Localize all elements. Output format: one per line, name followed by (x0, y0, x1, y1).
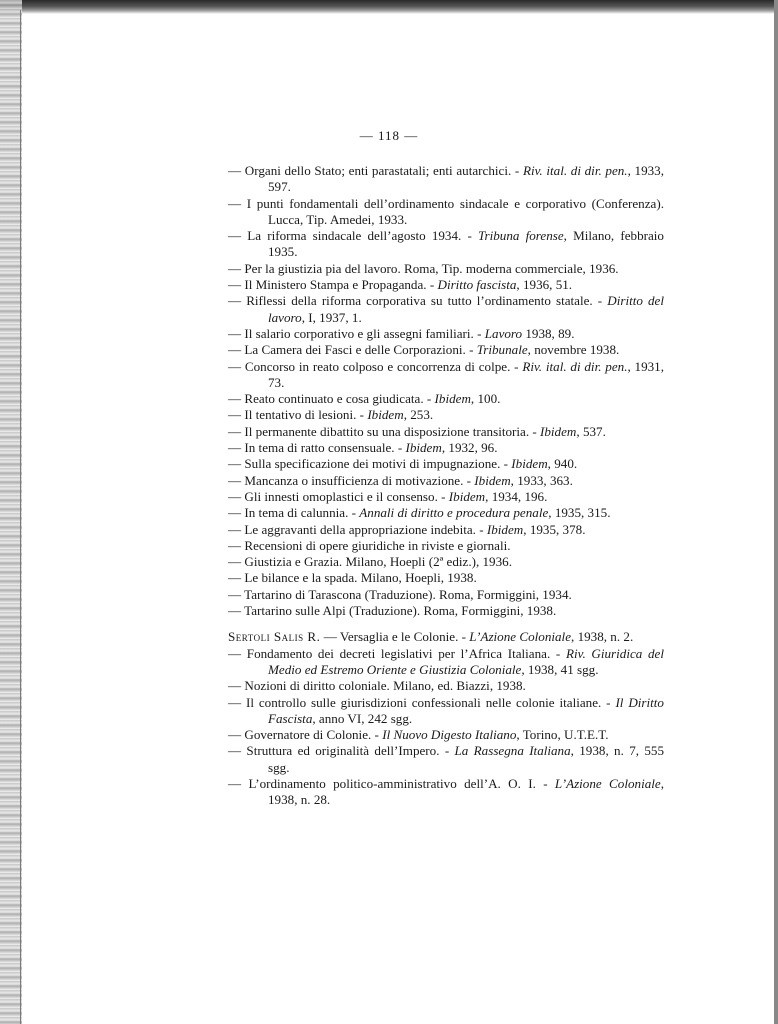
entry-details: , 940. (547, 456, 578, 472)
entry-source: Tribunale (476, 342, 528, 358)
bibliography-entry: — Il salario corporativo e gli assegni familiari. - Lavoro 1938, 89. (228, 325, 575, 341)
bibliography-entry: — Gli innesti omoplastici e il consenso. - Ibidem, 1934, 196. (228, 488, 548, 504)
entry-source: Il Diritto Fascista (268, 694, 664, 726)
entry-title: Il salario corporativo e gli assegni familiari. (244, 325, 474, 341)
entry-source: L’Azione Coloniale (469, 629, 572, 645)
scan-right-edge (774, 0, 778, 1024)
entry-details: 1938, 89. (522, 325, 575, 341)
entry-title: La Camera dei Fasci e delle Corporazioni. (244, 342, 466, 358)
entry-title: Per la giustizia pia del lavoro. Roma, Tip. moderna commerciale, 1936. (244, 260, 619, 276)
entry-details: , anno VI, 242 sgg. (312, 710, 413, 726)
entry-source: Diritto del lavoro (268, 293, 664, 325)
bibliography-entry: — Giustizia e Grazia. Milano, Hoepli (2ª ediz.), 1936. (228, 554, 512, 570)
entry-title: Versaglia e le Colonie. (339, 629, 459, 645)
bibliography-entry: — I punti fondamentali dell’ordinamento sindacale e corporativo (Conferenza). Lucca, Tip. Amedei, 1933. (228, 195, 664, 227)
entry-source: Ibidem (486, 521, 524, 537)
entry-details: , 1935, 378. (523, 521, 586, 537)
entry-title: Il controllo sulle giurisdizioni confessionali nelle colonie italiane. (245, 694, 602, 710)
entry-title: Giustizia e Grazia. Milano, Hoepli (2ª ediz.), 1936. (244, 554, 512, 570)
entry-details: , 1932, 96. (441, 440, 498, 456)
bibliography-block-2 (228, 629, 664, 808)
entry-details: , I, 1937, 1. (301, 309, 362, 325)
bibliography-entry: — Nozioni di diritto coloniale. Milano, ed. Biazzi, 1938. (228, 678, 526, 694)
entry-source: Tribuna forense (477, 228, 564, 244)
bibliography-entry: — Fondamento dei decreti legislativi per l’Africa Italiana. - Riv. Giuridica del Medio ed Estremo Oriente e Giustizia Coloniale, 1938, 41 sgg. (228, 645, 664, 677)
bibliography-entry: — In tema di calunnia. - Annali di diritto e procedura penale, 1935, 315. (228, 505, 611, 521)
entry-source: Ibidem (540, 423, 577, 439)
entry-title: Fondamento dei decreti legislativi per l’Africa Italiana. (246, 645, 551, 661)
entry-title: Gli innesti omoplastici e il consenso. (244, 488, 438, 504)
entry-source: Ibidem (474, 472, 511, 488)
entry-details: , 1935, 315. (548, 505, 611, 521)
entry-details: , novembre 1938. (527, 342, 620, 358)
entry-details: , 1936, 51. (516, 277, 573, 293)
entry-title: Tartarino sulle Alpi (Traduzione). Roma, Formiggini, 1938. (244, 603, 557, 619)
bibliography-entry: — Recensioni di opere giuridiche in riviste e giornali. (228, 537, 511, 553)
scan-left-edge (0, 0, 22, 1024)
entry-details: , 1931, 73. (268, 358, 665, 390)
entry-source: Ibidem (367, 407, 404, 423)
entry-source: Ibidem (511, 456, 548, 472)
bibliography-entry: — La riforma sindacale dell’agosto 1934. - Tribuna forense, Milano, febbraio 1935. (228, 228, 664, 260)
entry-title: In tema di ratto consensuale. (244, 440, 395, 456)
entry-details: , 1938, 41 sgg. (521, 661, 599, 677)
entry-title: Organi dello Stato; enti parastatali; enti autarchici. (244, 163, 512, 178)
bibliography-block-1 (228, 163, 664, 619)
bibliography-entry: — Struttura ed originalità dell’Impero. - La Rassegna Italiana, 1938, n. 7, 555 sgg. (228, 743, 664, 775)
entry-title: Governatore di Colonie. (244, 727, 372, 743)
entry-title: Il tentativo di lesioni. (244, 407, 357, 423)
bibliography-entry: — Organi dello Stato; enti parastatali; enti autarchici. - Riv. ital. di dir. pen., 1933, 597. (228, 163, 664, 195)
entry-details: , 1938, n. 7, 555 sgg. (268, 743, 664, 775)
bibliography-entry: — Il controllo sulle giurisdizioni confessionali nelle colonie italiane. - Il Diritto Fascista, anno VI, 242 sgg. (228, 694, 664, 726)
entry-title: Le bilance e la spada. Milano, Hoepli, 1938. (244, 570, 477, 586)
page-number: — 118 — (359, 128, 419, 143)
bibliography-entry: — Per la giustizia pia del lavoro. Roma, Tip. moderna commerciale, 1936. (228, 260, 619, 276)
entry-details: , Milano, febbraio 1935. (268, 228, 664, 260)
entry-title: I punti fondamentali dell’ordinamento sindacale e corporativo (Conferenza). Lucca, Tip. Amedei, 1933. (246, 195, 664, 227)
entry-source: Diritto fascista (437, 277, 517, 293)
entry-source: Ibidem (448, 488, 486, 504)
entry-title: La riforma sindacale dell’agosto 1934. (247, 228, 462, 244)
bibliography-entry: — Governatore di Colonie. - Il Nuovo Digesto Italiano, Torino, U.T.E.T. (228, 727, 609, 743)
entry-title: Struttura ed originalità dell’Impero. (246, 743, 440, 759)
entry-source: Riv. ital. di dir. pen. (522, 163, 628, 178)
entry-title: Concorso in reato colposo e concorrenza di colpe. (244, 358, 511, 374)
bibliography-entry: — Le aggravanti della appropriazione indebita. - Ibidem, 1935, 378. (228, 521, 586, 537)
entry-details: , 1933, 363. (510, 472, 573, 488)
bibliography-entry: — Mancanza o insufficienza di motivazione. - Ibidem, 1933, 363. (228, 472, 573, 488)
entry-details: , Torino, U.T.E.T. (516, 727, 609, 743)
entry-details: , 1934, 196. (485, 488, 548, 504)
entry-title: Recensioni di opere giuridiche in riviste e giornali. (244, 537, 511, 553)
entry-source: La Rassegna Italiana (454, 743, 571, 759)
entry-title: Il Ministero Stampa e Propaganda. (244, 277, 427, 293)
entry-source: Riv. ital. di dir. pen. (522, 358, 628, 374)
bibliography-entry: — Il permanente dibattito su una disposizione transitoria. - Ibidem, 537. (228, 423, 606, 439)
bibliography-entry: — Tartarino sulle Alpi (Traduzione). Roma, Formiggini, 1938. (228, 603, 557, 619)
bibliography (228, 163, 664, 809)
scan-top-edge (0, 0, 778, 14)
author-name: Sertoli Salis R. (228, 629, 321, 645)
entry-source: Annali di diritto e procedura penale (359, 505, 549, 521)
bibliography-entry: — La Camera dei Fasci e delle Corporazioni. - Tribunale, novembre 1938. (228, 342, 620, 358)
entry-source: Lavoro (484, 325, 523, 341)
entry-details: , 537. (576, 423, 606, 439)
bibliography-entry: — Concorso in reato colposo e concorrenza di colpe. - Riv. ital. di dir. pen., 1931, 73. (228, 358, 665, 390)
entry-title: Riflessi della riforma corporativa su tutto l’ordinamento statale. (246, 293, 593, 309)
entry-title: Reato continuato e cosa giudicata. (244, 391, 424, 407)
entry-title: Sulla specificazione dei motivi di impugnazione. (244, 456, 501, 472)
bibliography-entry: — Tartarino di Tarascona (Traduzione). Roma, Formiggini, 1934. (228, 586, 572, 602)
entry-source: Ibidem (434, 391, 471, 407)
entry-title: Tartarino di Tarascona (Traduzione). Roma, Formiggini, 1934. (244, 586, 572, 602)
bibliography-entry: — Il tentativo di lesioni. - Ibidem, 253. (228, 407, 434, 423)
entry-details: , 253. (403, 407, 434, 423)
entry-source: Il Nuovo Digesto Italiano (382, 727, 517, 743)
author-entry: Sertoli Salis R. — Versaglia e le Colonie. - L’Azione Coloniale, 1938, n. 2. (228, 629, 634, 645)
bibliography-entry: — In tema di ratto consensuale. - Ibidem, 1932, 96. (228, 440, 498, 456)
entry-title: Mancanza o insufficienza di motivazione. (244, 472, 464, 488)
bibliography-entry: — Riflessi della riforma corporativa su tutto l’ordinamento statale. - Diritto del lavoro, I, 1937, 1. (228, 293, 664, 325)
bibliography-entry: — Il Ministero Stampa e Propaganda. - Diritto fascista, 1936, 51. (228, 277, 573, 293)
entry-details: , 100. (470, 391, 501, 407)
bibliography-entry: — Reato continuato e cosa giudicata. - Ibidem, 100. (228, 391, 501, 407)
bibliography-entry: — Sulla specificazione dei motivi di impugnazione. - Ibidem, 940. (228, 456, 578, 472)
entry-source: Riv. Giuridica del Medio ed Estremo Oriente e Giustizia Coloniale (268, 645, 664, 677)
entry-details: , 1933, 597. (268, 163, 664, 195)
entry-title: Le aggravanti della appropriazione indebita. (244, 521, 476, 537)
entry-title: Nozioni di diritto coloniale. Milano, ed. Biazzi, 1938. (244, 678, 526, 694)
entry-source: Ibidem (405, 440, 442, 456)
bibliography-entry: — L’ordinamento politico-amministrativo dell’A. O. I. - L’Azione Coloniale, 1938, n. 28. (228, 775, 664, 808)
entry-source: L’Azione Coloniale (554, 775, 661, 791)
entry-title: L’ordinamento politico-amministrativo dell’A. O. I. (248, 775, 536, 791)
entry-details: , 1938, n. 2. (571, 629, 634, 645)
entry-title: In tema di calunnia. (244, 505, 349, 521)
entry-details: , 1938, n. 28. (268, 775, 664, 808)
bibliography-entry: — Le bilance e la spada. Milano, Hoepli, 1938. (228, 570, 477, 586)
binding-line (20, 10, 21, 1024)
entry-title: Il permanente dibattito su una disposizione transitoria. (244, 423, 530, 439)
